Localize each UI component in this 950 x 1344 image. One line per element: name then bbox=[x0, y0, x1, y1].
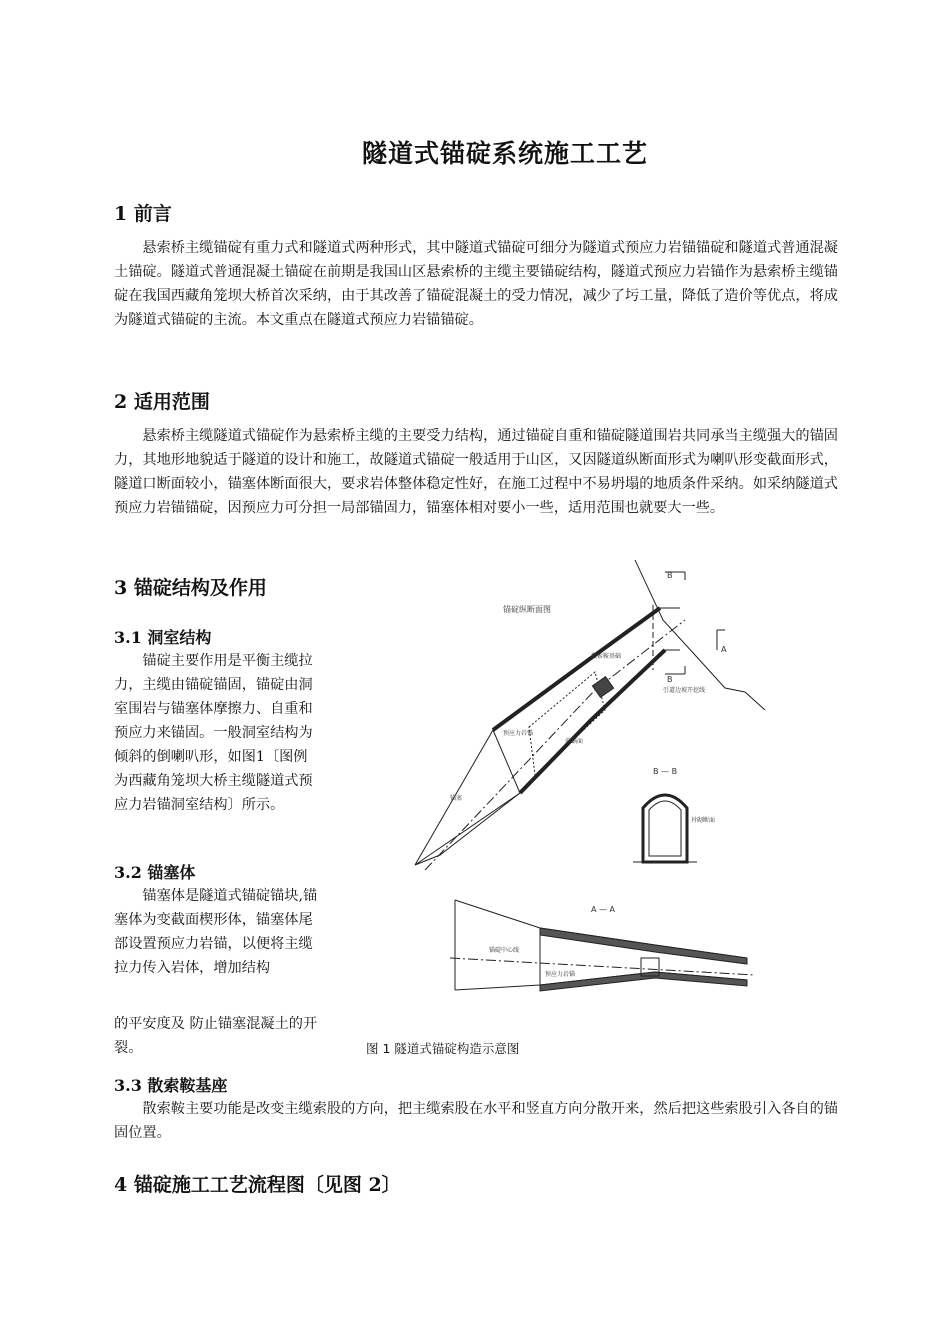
label-front-wall: 前锚面 bbox=[565, 738, 584, 745]
section-3-2-paragraph: 锚塞体是隧道式锚碇锚块,锚塞体为变截面楔形体，锚塞体尾部设置预应力岩锚，以便将主缆拉力传入岩体，增加结构 bbox=[114, 888, 318, 976]
label-b-bottom: B bbox=[667, 675, 673, 684]
section-bb-outer bbox=[643, 795, 687, 862]
label-anchor-plug: 锚塞 bbox=[450, 795, 463, 802]
cable-center-line bbox=[425, 620, 685, 870]
plan-center-line bbox=[450, 958, 755, 975]
section-3-3-paragraph: 散索鞍主要功能是改变主缆索股的方向，把主缆索股在水平和竖直方向分散开来，然后把这些索股引入各自的锚固位置。 bbox=[114, 1101, 838, 1141]
anchor-front-face bbox=[493, 730, 520, 793]
section-3-heading: 3 锚碇结构及作用 bbox=[114, 577, 267, 599]
label-section-bb-note: 衬砌断面 bbox=[691, 817, 716, 824]
label-section-bb: B — B bbox=[653, 767, 678, 776]
plan-top-lining bbox=[540, 928, 747, 964]
section-3-1-heading: 3.1 洞室结构 bbox=[114, 628, 212, 647]
label-prestress: 预应力岩锚 bbox=[503, 730, 534, 737]
section-bb-inner bbox=[649, 801, 681, 856]
section-3-2-heading: 3.2 锚塞体 bbox=[114, 863, 196, 882]
label-a: A bbox=[721, 645, 727, 654]
tunnel-upper-edge bbox=[415, 608, 680, 865]
page-title: 隧道式锚碇系统施工工艺 bbox=[361, 139, 648, 168]
section-2-heading: 2 适用范围 bbox=[114, 391, 210, 413]
section-3-1-paragraph: 锚碇主要作用是平衡主缆拉力，主缆由锚碇锚固，锚碇由洞室围岩与锚塞体摩擦力、自重和预应力来锚固。一般洞室结构为倾斜的倒喇叭形，如图1〔图例为西藏角笼坝大桥主缆隧道式预应力岩锚洞室结构〕所示。 bbox=[114, 653, 313, 813]
label-b-top: B bbox=[667, 571, 673, 580]
section-1-paragraph: 悬索桥主缆锚碇有重力式和隧道式两种形式，其中隧道式锚碇可细分为隧道式预应力岩锚锚碇和隧道式普通混凝土锚碇。隧道式普通混凝土锚碇在前期是我国山区悬索桥的主缆主要锚碇结构，隧道式预应力岩锚作为悬索桥主缆锚碇在我国西藏角笼坝大桥首次采纳，由于其改善了锚碇混凝土的受力情况，减少了圬工量，降低了造价等优点，将成为隧道式锚碇的主流。本文重点在隧道式预应力岩锚锚碇。 bbox=[114, 240, 838, 328]
label-prestress-plan: 预应力岩锚 bbox=[545, 971, 576, 978]
tunnel-lower-lining bbox=[520, 650, 665, 793]
section-1-heading: 1 前言 bbox=[114, 203, 172, 225]
label-cable-center: 锚碇中心线 bbox=[489, 947, 520, 954]
saddle-block bbox=[592, 677, 613, 698]
section-mark-b-bottom bbox=[665, 666, 685, 674]
anchorage-diagram bbox=[395, 560, 815, 1000]
section-3-3-heading: 3.3 散索鞍基座 bbox=[114, 1076, 228, 1095]
label-scatter-saddle: 散索鞍基础 bbox=[591, 653, 622, 660]
label-section-aa: A — A bbox=[591, 905, 616, 914]
tunnel-upper-lining bbox=[493, 608, 660, 730]
label-guide-pipe: 引道边坡开挖线 bbox=[663, 687, 706, 694]
section-2-paragraph: 悬索桥主缆隧道式锚碇作为悬索桥主缆的主要受力结构，通过锚碇自重和锚碇隧道围岩共同承当主缆强大的锚固力，其地形地貌适于隧道的设计和施工，故隧道式锚碇一般适用于山区，又因隧道纵断面形式为喇叭形变截面形式，隧道口断面较小，锚塞体断面很大，要求岩体整体稳定性好，在施工过程中不易坍塌的地质条件采纳。如采纳隧道式预应力岩锚锚碇，因预应力可分担一局部锚固力，锚塞体相对要小一些，适用范围也就要大一些。 bbox=[114, 428, 838, 516]
section-4-heading: 4 锚碇施工工艺流程图〔见图 2〕 bbox=[114, 1174, 401, 1196]
section-3-2-paragraph-tail: 的平安度及 防止锚塞混凝土的开裂。 bbox=[114, 1016, 318, 1056]
figure-caption: 图 1 隧道式锚碇构造示意图 bbox=[366, 1041, 520, 1056]
label-long-section: 锚碇纵断面图 bbox=[503, 605, 551, 614]
anchor-rear-bottom bbox=[415, 793, 520, 865]
